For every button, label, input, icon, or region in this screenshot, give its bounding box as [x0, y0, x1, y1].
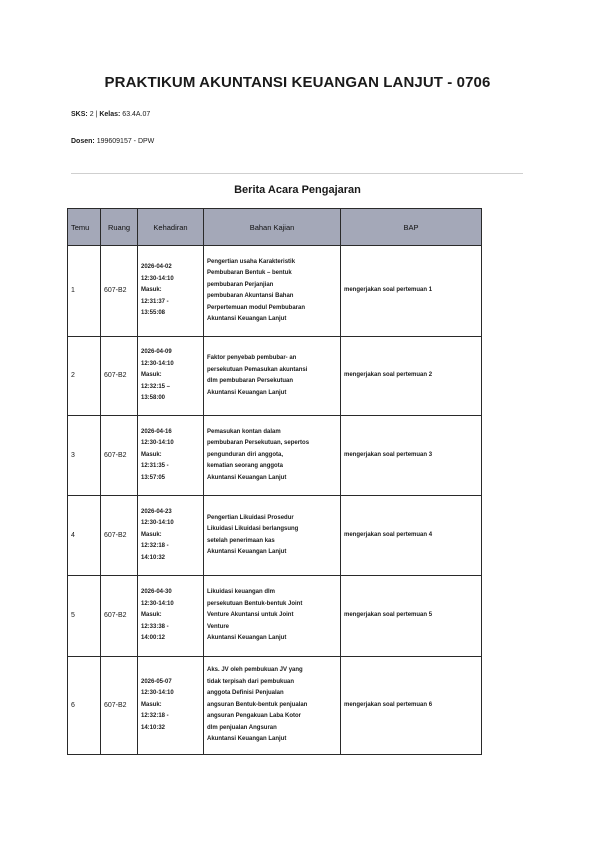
cell-ruang: 607-B2: [101, 496, 138, 576]
bahan-kajian-line: pengunduran diri anggota,: [207, 451, 283, 458]
cell-ruang: 607-B2: [101, 337, 138, 416]
cell-bahan-kajian: [204, 657, 341, 755]
bahan-kajian-line: Akuntansi Keuangan Lanjut: [207, 635, 287, 642]
kehadiran-line: 12:30-14:10: [141, 275, 174, 282]
bahan-kajian-line: Akuntansi Keuangan Lanjut: [207, 316, 287, 322]
bahan-kajian-line: Venture: [207, 623, 230, 630]
kehadiran-line: 12:33:38 -: [141, 623, 169, 630]
cell-bahan-kajian: [204, 246, 341, 337]
divider: [71, 173, 523, 174]
cell-bahan-kajian: [204, 416, 341, 496]
table-row: [68, 246, 482, 337]
bahan-kajian-line: Akuntansi Keuangan Lanjut: [207, 474, 287, 481]
kehadiran-line: 2026-04-02: [141, 264, 172, 271]
dosen-label: Dosen:: [71, 138, 95, 145]
cell-bap: mengerjakan soal pertemuan 5: [341, 576, 482, 657]
cell-kehadiran: [138, 416, 204, 496]
cell-temu: 4: [68, 496, 101, 576]
bahan-kajian-line: pembubaran Persekutuan, sepertos: [207, 440, 310, 447]
kehadiran-line: 2026-04-30: [141, 589, 172, 596]
kehadiran-line: 2026-04-09: [141, 349, 172, 356]
cell-kehadiran: [138, 496, 204, 576]
table-header-row: [68, 209, 482, 246]
bahan-kajian-line: Likuidasi keuangan dlm: [207, 589, 276, 596]
bahan-kajian-line: Akuntansi Keuangan Lanjut: [207, 736, 287, 743]
kehadiran-line: 12:30-14:10: [141, 520, 174, 527]
kehadiran-line: Masuk:: [141, 451, 162, 458]
sks-label: SKS:: [71, 111, 88, 118]
table-row: [68, 657, 482, 755]
course-meta: [71, 111, 150, 118]
bahan-kajian-line: Venture Akuntansi untuk Joint: [207, 612, 294, 619]
cell-kehadiran: [138, 337, 204, 416]
kelas-label: Kelas:: [99, 111, 121, 118]
cell-ruang: 607-B2: [101, 246, 138, 337]
kehadiran-line: 14:10:32: [141, 554, 166, 561]
cell-kehadiran: [138, 246, 204, 337]
kehadiran-line: 12:30-14:10: [141, 690, 174, 697]
cell-bahan-kajian: [204, 496, 341, 576]
bahan-kajian-line: Likuidasi Likuidasi berlangsung: [207, 526, 299, 532]
kehadiran-line: 12:31:35 -: [141, 463, 169, 470]
bahan-kajian-line: dlm pembubaran Persekutuan: [207, 378, 294, 384]
kehadiran-line: 13:55:08: [141, 310, 166, 317]
bahan-kajian-line: Perpertemuan modul Pembubaran: [207, 304, 306, 311]
bahan-kajian-line: pembubaran Akuntansi Bahan: [207, 293, 294, 299]
kehadiran-line: 12:32:15 –: [141, 383, 171, 390]
kehadiran-line: Masuk:: [141, 612, 162, 619]
kehadiran-line: 14:10:32: [141, 724, 166, 731]
kehadiran-line: 2026-04-23: [141, 508, 172, 515]
column-header-kehadiran: Kehadiran: [138, 209, 204, 246]
cell-temu: 2: [68, 337, 101, 416]
kehadiran-line: Masuk:: [141, 287, 162, 294]
cell-bap: mengerjakan soal pertemuan 1: [341, 246, 482, 337]
bahan-kajian-line: Akuntansi Keuangan Lanjut: [207, 389, 287, 396]
kehadiran-line: Masuk:: [141, 531, 162, 538]
bahan-kajian-line: persekutuan Bentuk-bentuk Joint: [207, 600, 303, 607]
kehadiran-line: 12:30-14:10: [141, 440, 174, 447]
dosen-value: 199609157 - DPW: [96, 138, 155, 145]
bahan-kajian-line: angsuran Pengakuan Laba Kotor: [207, 713, 302, 720]
bahan-kajian-line: Akuntansi Keuangan Lanjut: [207, 549, 287, 555]
bahan-kajian-line: Pembubaran Bentuk – bentuk: [207, 270, 292, 276]
cell-bap: mengerjakan soal pertemuan 2: [341, 337, 482, 416]
cell-temu: 5: [68, 576, 101, 657]
bahan-kajian-line: pembubaran Perjanjian: [207, 281, 274, 288]
kehadiran-line: 2026-04-16: [141, 428, 172, 435]
sks-value: 2: [89, 111, 94, 118]
kehadiran-line: 13:57:05: [141, 474, 166, 481]
cell-temu: 3: [68, 416, 101, 496]
bahan-kajian-line: Aks. JV oleh pembukuan JV yang: [207, 667, 303, 674]
cell-ruang: 607-B2: [101, 657, 138, 755]
table-row: [68, 416, 482, 496]
section-title: Berita Acara Pengajaran: [234, 184, 361, 196]
bahan-kajian-line: Pemasukan kontan dalam: [207, 428, 281, 435]
page-title: PRAKTIKUM AKUNTANSI KEUANGAN LANJUT - 0706: [104, 74, 491, 91]
cell-temu: 1: [68, 246, 101, 337]
cell-bap: mengerjakan soal pertemuan 3: [341, 416, 482, 496]
table-row: [68, 496, 482, 576]
meta-separator: |: [95, 111, 98, 118]
bahan-kajian-line: anggota Definisi Penjualan: [207, 690, 284, 697]
cell-kehadiran: [138, 657, 204, 755]
cell-temu: 6: [68, 657, 101, 755]
attendance-table: [67, 208, 482, 755]
bahan-kajian-line: kematian seorang anggota: [207, 463, 284, 470]
table-row: [68, 337, 482, 416]
cell-bap: mengerjakan soal pertemuan 6: [341, 657, 482, 755]
table-row: [68, 576, 482, 657]
bahan-kajian-line: dlm penjualan Angsuran: [207, 724, 277, 731]
cell-ruang: 607-B2: [101, 576, 138, 657]
bahan-kajian-line: Pengertian usaha Karakteristik: [207, 258, 296, 265]
kelas-value: 63.4A.07: [122, 111, 151, 118]
column-header-bahan-kajian: Bahan Kajian: [204, 209, 341, 246]
bahan-kajian-line: persekutuan Pemasukan akuntansi: [207, 366, 308, 373]
bahan-kajian-line: Faktor penyebab pembubar- an: [207, 355, 297, 361]
lecturer-meta: [71, 138, 154, 145]
kehadiran-line: 12:31:37 -: [141, 298, 169, 305]
kehadiran-line: 2026-05-07: [141, 678, 172, 685]
kehadiran-line: 12:32:18 -: [141, 543, 169, 550]
bahan-kajian-line: setelah penerimaan kas: [207, 537, 275, 544]
kehadiran-line: 14:00:12: [141, 635, 166, 642]
cell-bahan-kajian: [204, 337, 341, 416]
kehadiran-line: 12:30-14:10: [141, 600, 174, 607]
column-header-ruang: Ruang: [101, 209, 138, 246]
kehadiran-line: Masuk:: [141, 372, 162, 379]
kehadiran-line: 12:30-14:10: [141, 360, 174, 367]
cell-kehadiran: [138, 576, 204, 657]
bahan-kajian-line: Pengertian Likuidasi Prosedur: [207, 514, 294, 521]
column-header-temu: Temu: [68, 209, 101, 246]
cell-bap: mengerjakan soal pertemuan 4: [341, 496, 482, 576]
kehadiran-line: 13:58:00: [141, 395, 166, 402]
column-header-bap: BAP: [341, 209, 482, 246]
cell-ruang: 607-B2: [101, 416, 138, 496]
bahan-kajian-line: angsuran Bentuk-bentuk penjualan: [207, 701, 308, 708]
bahan-kajian-line: tidak terpisah dari pembukuan: [207, 678, 295, 685]
kehadiran-line: Masuk:: [141, 701, 162, 708]
cell-bahan-kajian: [204, 576, 341, 657]
kehadiran-line: 12:32:18 -: [141, 713, 169, 720]
